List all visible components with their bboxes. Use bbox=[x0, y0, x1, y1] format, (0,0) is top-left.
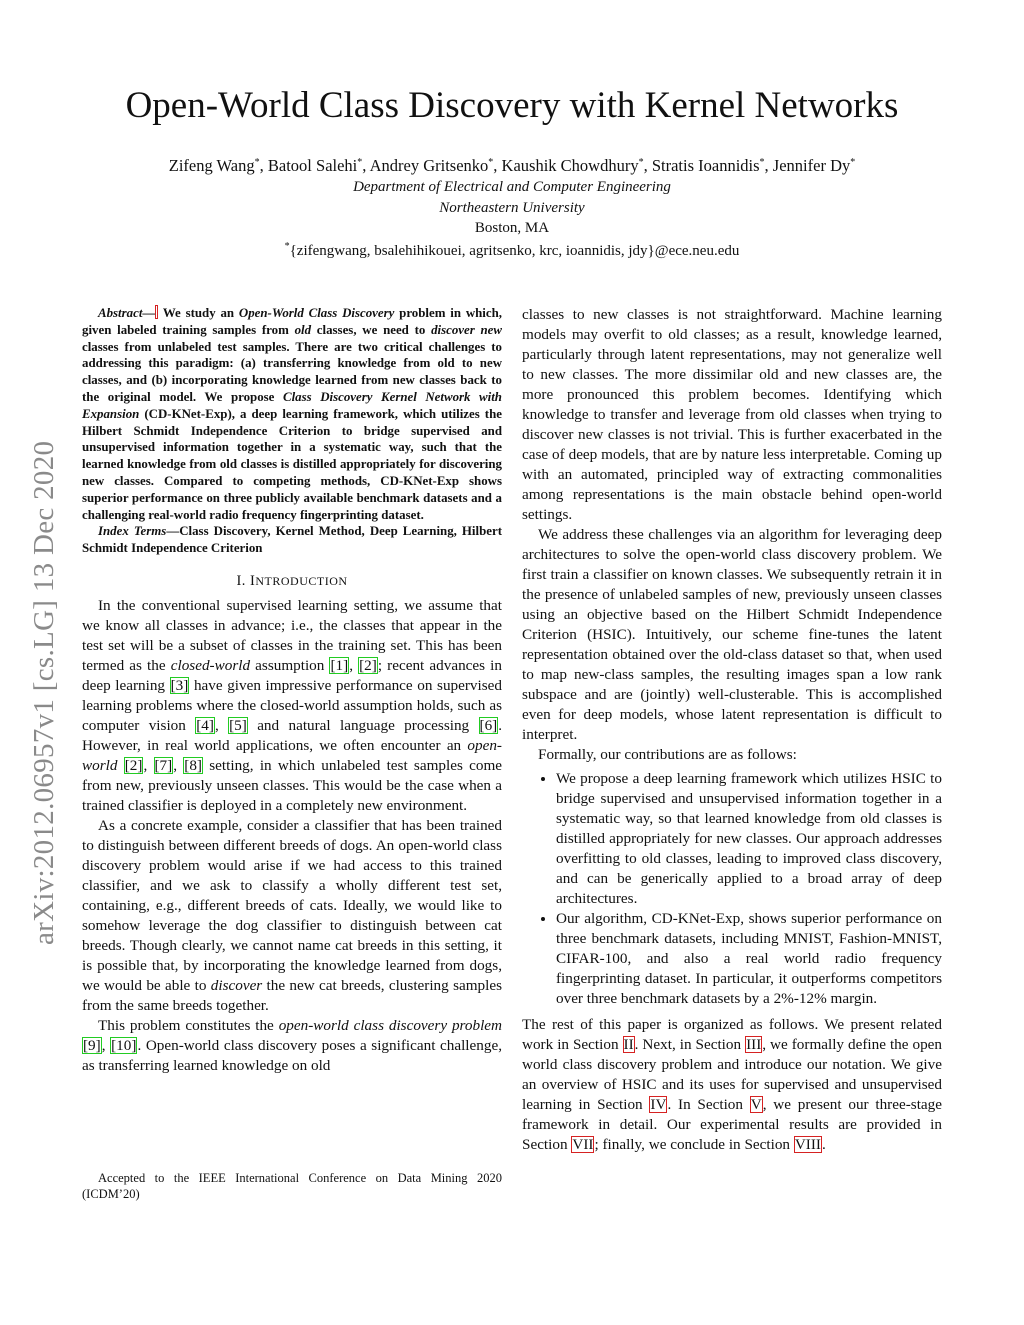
section-link[interactable]: III bbox=[746, 1036, 762, 1053]
email-mark: * bbox=[284, 241, 290, 252]
section-heading bbox=[82, 573, 502, 590]
index-terms-label: Index Terms bbox=[98, 524, 167, 539]
author-mark: * bbox=[254, 157, 260, 168]
author-name: Kaushik Chowdhury bbox=[501, 156, 639, 175]
abstract-text: (CD-KNet-Exp), a deep learning framework, which utilizes the Hilbert Schmidt Independence Criterion to bridge supervised and unsupervised information together in a systematic way, such that the learned knowledge from old classes is distilled appropriately for discovering new classes. Compared to competing methods, CD-KNet-Exp shows superior performance on three publicly available benchmark datasets and a challenging real-world radio frequency fingerprinting dataset. bbox=[82, 406, 502, 522]
abstract-emph: Open-World Class Discovery bbox=[238, 306, 395, 320]
email-address[interactable]: {zifengwang, bsalehihikouei, agritsenko, krc, ioannidis, jdy}@ece.neu.edu bbox=[289, 243, 740, 259]
section-link[interactable]: II bbox=[623, 1036, 634, 1053]
citation-link[interactable]: [2] bbox=[124, 756, 143, 774]
right-column bbox=[522, 305, 942, 1155]
right-paragraph-1: classes to new classes is not straightforward. Machine learning models may overfit to old classes; as a result, knowledge learned, particularly through latent representations, may not generalize well to new classes. The more dissimilar old and new classes are, the more pronounced this problem becomes. Identifying which knowledge to transfer and leverage from old classes when trying to discover new classes is not trivial. This is further exacerbated in the case of deep models, that are by nature less interpretable. Coming up with an automated, principled way of extracting commonalities among representations is the main obstacle behind open-world settings. bbox=[522, 306, 942, 523]
abstract bbox=[82, 305, 502, 523]
section-link[interactable]: IV bbox=[650, 1096, 667, 1113]
abstract-text: problem in which, given labeled training samples from bbox=[82, 306, 502, 337]
right-paragraph-2: We address these challenges via an algorithm for leveraging deep architectures to solve the open-world class discovery problem. We first train a classifier on known classes. We subsequently retrain it in the presence of unlabeled samples of new, previously unseen classes using an objective based on the Hilbert Schmidt Independence Criterion (HSIC). Intuitively, our scheme fine-tunes the latent representation obtained over the old-class dataset so that, when used to map new-class samples, the resulting images span a low rank subspace and are (jointly) well-clusterable. This is accomplished even for deep models, whose latent representation is difficult to interpret. bbox=[522, 526, 942, 743]
department: Department of Electrical and Computer Engineering bbox=[353, 179, 671, 195]
author-mark: * bbox=[488, 157, 494, 168]
section-numeral: I. I bbox=[236, 572, 256, 589]
citation-link[interactable]: [3] bbox=[170, 676, 189, 694]
contribution-item: • We propose a deep learning framework which utilizes HSIC to bridge supervised and unsupervised information together in a systematic way, so that learned knowledge from old classes is distilled appropriately for new classes. Our approach addresses overfitting to old classes, leading to improved class discovery, and can be generically applied to a broad array of deep architectures. bbox=[556, 769, 942, 909]
author-name: Jennifer Dy bbox=[772, 156, 851, 175]
citation-link[interactable]: [7] bbox=[154, 756, 173, 774]
left-column bbox=[82, 305, 502, 1076]
author-name: Andrey Gritsenko bbox=[369, 156, 489, 175]
abstract-text: classes from unlabeled test samples. There are two critical challenges to addressing this paradigm: (a) transferring knowledge from old to new classes, and (b) incorporating knowledge learned from new classes back to the original model. We propose bbox=[82, 339, 502, 404]
right-paragraph-3: Formally, our contributions are as follows: bbox=[538, 746, 797, 763]
abstract-emph: old bbox=[294, 322, 312, 337]
index-terms-text: —Class Discovery, Kernel Method, Deep Learning, Hilbert Schmidt Independence Criterion bbox=[82, 524, 503, 556]
citation-link[interactable]: [5] bbox=[229, 716, 247, 734]
author-name: Stratis Ioannidis bbox=[651, 156, 760, 175]
author-list: Zifeng Wang*, Batool Salehi*, Andrey Gritsenko*, Kaushik Chowdhury*, Stratis Ioannidis*, Jennifer Dy* bbox=[168, 156, 856, 175]
contribution-list bbox=[522, 769, 942, 1009]
arxiv-stamp: arXiv:2012.06957v1 [cs.LG] 13 Dec 2020 bbox=[28, 440, 60, 945]
right-paragraph-4: The rest of this paper is organized as follows. We present related work in Section II. Next, in Section III, we formally define the open world class discovery problem and introduce our notation. We give an overview of HSIC and its uses for supervised and unsupervised learning in Section IV. In Section V, we present our three-stage framework in detail. Our experimental results are provided in Section VII; finally, we conclude in Section VIII. bbox=[522, 1016, 942, 1153]
citation-link[interactable]: [2] bbox=[359, 656, 377, 674]
contribution-item: • Our algorithm, CD-KNet-Exp, shows superior performance on three benchmark datasets, including MNIST, Fashion-MNIST, CIFAR-100, and also a real world radio frequency fingerprinting dataset. In particular, it outperforms competitors over three benchmark datasets by a 2%-12% margin. bbox=[556, 909, 942, 1009]
author-name: Zifeng Wang bbox=[168, 156, 255, 175]
abstract-emph: Class Discovery Kernel Network with Expansion bbox=[82, 389, 502, 421]
author-name: Batool Salehi bbox=[267, 156, 358, 175]
intro-paragraph-2: As a concrete example, consider a classifier that has been trained to distinguish between different breeds of dogs. An open-world class discovery problem would arise if we had access to this trained classifier, and we ask to classify a wholly different test set, containing, e.g., different breeds of cats. Ideally, we would like to somehow leverage the dog classifier to distinguish between cat breeds. Though clearly, we cannot name cat breeds in this setting, it is possible that, by incorporating the knowledge learned from dogs, we would be able to discover the new cat breeds, clustering samples from the same breeds together. bbox=[82, 816, 502, 1014]
index-terms bbox=[82, 523, 502, 557]
university: Northeastern University bbox=[439, 200, 585, 216]
email-line bbox=[0, 237, 1024, 261]
abstract-text: We study an bbox=[158, 306, 239, 320]
abstract-dash: — bbox=[142, 306, 156, 320]
author-mark: * bbox=[638, 157, 644, 168]
citation-link[interactable]: [6] bbox=[479, 716, 498, 734]
citation-link[interactable]: [4] bbox=[196, 716, 214, 734]
section-link[interactable]: V bbox=[750, 1096, 762, 1113]
author-mark: * bbox=[357, 157, 363, 168]
paper-title: Open-World Class Discovery with Kernel Networks bbox=[125, 85, 899, 126]
abstract-text: classes, we need to bbox=[311, 322, 432, 337]
abstract-emph: discover new bbox=[431, 322, 503, 337]
section-link[interactable]: VIII bbox=[794, 1136, 821, 1153]
citation-link[interactable]: [10] bbox=[111, 1036, 137, 1054]
citation-link[interactable]: [1] bbox=[330, 656, 349, 674]
section-link[interactable]: VII bbox=[572, 1136, 594, 1153]
intro-paragraph-1: In the conventional supervised learning setting, we assume that we know all classes in advance; i.e., the classes that appear in the test set will be a subset of classes in the training set. This has been termed as the closed-world assumption [1], [2]; recent advances in deep learning [3] have given impressive performance on supervised learning problems where the closed-world assumption holds, such as computer vision [4], [5] and natural language processing [6]. However, in real world applications, we often encounter an open-world [2], [7], [8] setting, in which unlabeled test samples come from new, previously unseen classes. This would be the case when a trained classifier is deployed in a completely new environment. bbox=[82, 596, 503, 814]
intro-paragraph-3: This problem constitutes the open-world class discovery problem [9], [10]. Open-world class discovery poses a significant challenge, as transferring learned knowledge on old bbox=[82, 1016, 502, 1074]
abstract-label: Abstract bbox=[98, 306, 143, 320]
author-mark: * bbox=[759, 157, 765, 168]
location: Boston, MA bbox=[474, 220, 550, 236]
section-title: NTRODUCTION bbox=[255, 573, 348, 588]
footnote: Accepted to the IEEE International Conference on Data Mining 2020 (ICDM’20) bbox=[82, 1171, 502, 1201]
citation-link[interactable]: [9] bbox=[83, 1036, 101, 1054]
author-mark: * bbox=[850, 157, 856, 168]
citation-link[interactable]: [8] bbox=[184, 756, 202, 774]
